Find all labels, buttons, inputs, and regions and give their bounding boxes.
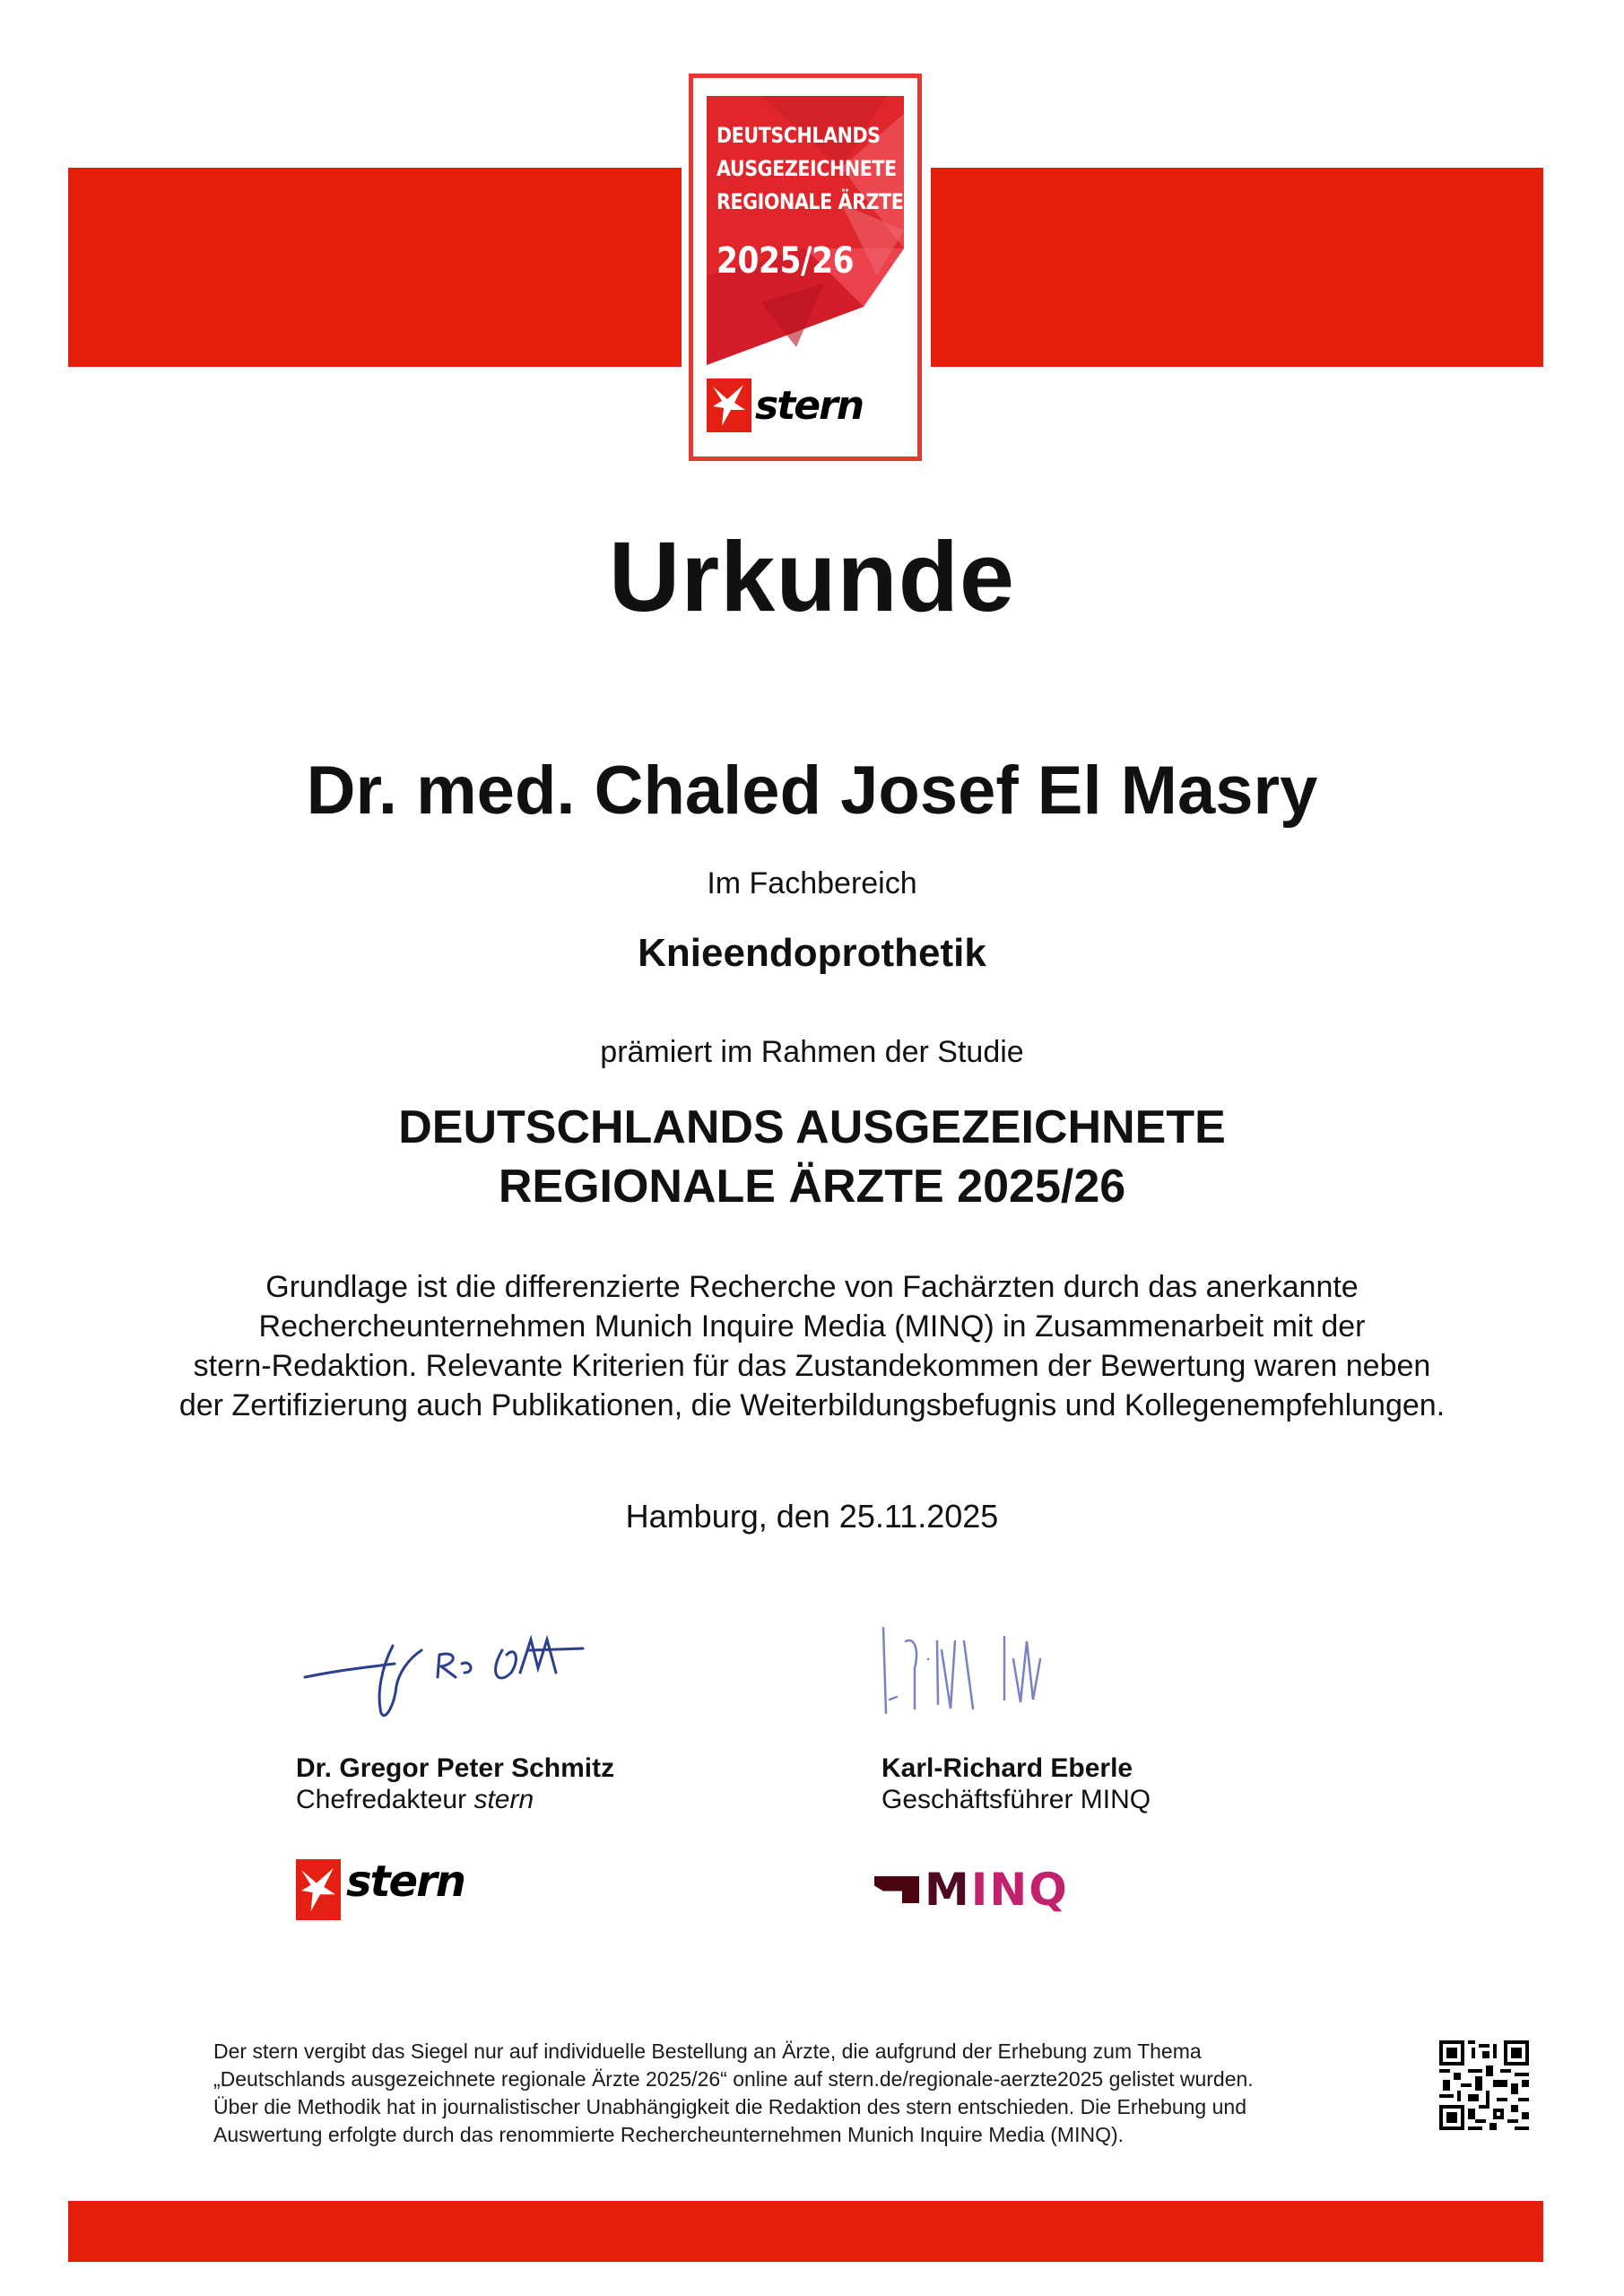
qr-code-icon[interactable] [1439,2040,1529,2130]
certificate-title: Urkunde [608,522,1016,632]
study-name [0,1098,1624,1216]
seal-polygon-art [707,96,904,365]
minq-wordmark-dark: M [925,1864,971,1916]
minq-wordmark-accent: INQ [970,1864,1069,1916]
top-red-band-right [931,168,1543,367]
seal-year: 2025/26 [716,240,855,282]
stern-star-icon [296,1859,341,1920]
signer-2-role: Geschäftsführer MINQ [881,1785,1151,1814]
signature-eberle [879,1623,1148,1744]
minq-mark-icon [874,1876,919,1903]
signer-1-role-italic: stern [473,1785,534,1814]
study-name-line-2: REGIONALE ÄRZTE 2025/26 [498,1161,1126,1213]
signer-1-role [296,1785,534,1815]
seal-stern-logo [707,378,863,432]
bottom-red-band [68,2201,1543,2262]
top-red-band-left [68,168,682,367]
footnote-line-2: „Deutschlands ausgezeichnete regionale Ärzte 2025/26“ online auf stern.de/regionale-aerzte2025 gelistet wurden. [213,2067,1254,2091]
body-line-1: Grundlage ist die differenzierte Recherche von Fachärzten durch das anerkannte [265,1270,1359,1304]
seal-line-2: AUSGEZEICHNETE [716,156,897,181]
footnote-line-4: Auswertung erfolgte durch das renommierte Rechercheunternehmen Munich Inquire Media (MINQ). [213,2123,1125,2146]
footnote-line-1: Der stern vergibt das Siegel nur auf individuelle Bestellung an Ärzte, die aufgrund der Erhebung zum Thema [213,2039,1202,2063]
place-date: Hamburg, den 25.11.2025 [625,1498,999,1535]
body-line-2: Rechercheunternehmen Munich Inquire Media (MINQ) in Zusammenarbeit mit der [258,1309,1366,1344]
study-name-line-1: DEUTSCHLANDS AUSGEZEICHNETE [398,1101,1226,1153]
seal-stern-wordmark: stern [755,382,864,429]
body-line-3: stern-Redaktion. Relevante Kriterien für das Zustandekommen der Bewertung waren neben [193,1349,1431,1383]
field-label: Im Fachbereich [707,866,917,900]
study-label: prämiert im Rahmen der Studie [600,1035,1024,1069]
stern-logo [296,1859,465,1920]
footnote-line-3: Über die Methodik hat in journalistischer Unabhängigkeit die Redaktion des stern entschieden. Die Erhebung und [213,2095,1246,2118]
signer-2-name: Karl-Richard Eberle [881,1753,1133,1783]
footnote [213,2038,1415,2149]
methodology-paragraph [90,1267,1534,1425]
stern-wordmark: stern [346,1857,465,1907]
body-line-4: der Zertifizierung auch Publikationen, die Weiterbildungsbefugnis und Kollegenempfehlungen. [178,1388,1446,1422]
recipient-name: Dr. med. Chaled Josef El Masry [306,752,1318,829]
signer-1-name: Dr. Gregor Peter Schmitz [296,1753,615,1783]
seal-line-3: REGIONALE ÄRZTE [716,189,904,214]
minq-logo [874,1864,1069,1916]
seal-line-1: DEUTSCHLANDS [716,123,881,148]
stern-star-icon [707,378,751,432]
award-seal [689,74,922,461]
signature-schmitz [296,1623,655,1744]
field-value: Knieendoprothetik [638,931,986,975]
signer-1-role-text: Chefredakteur [296,1785,474,1814]
